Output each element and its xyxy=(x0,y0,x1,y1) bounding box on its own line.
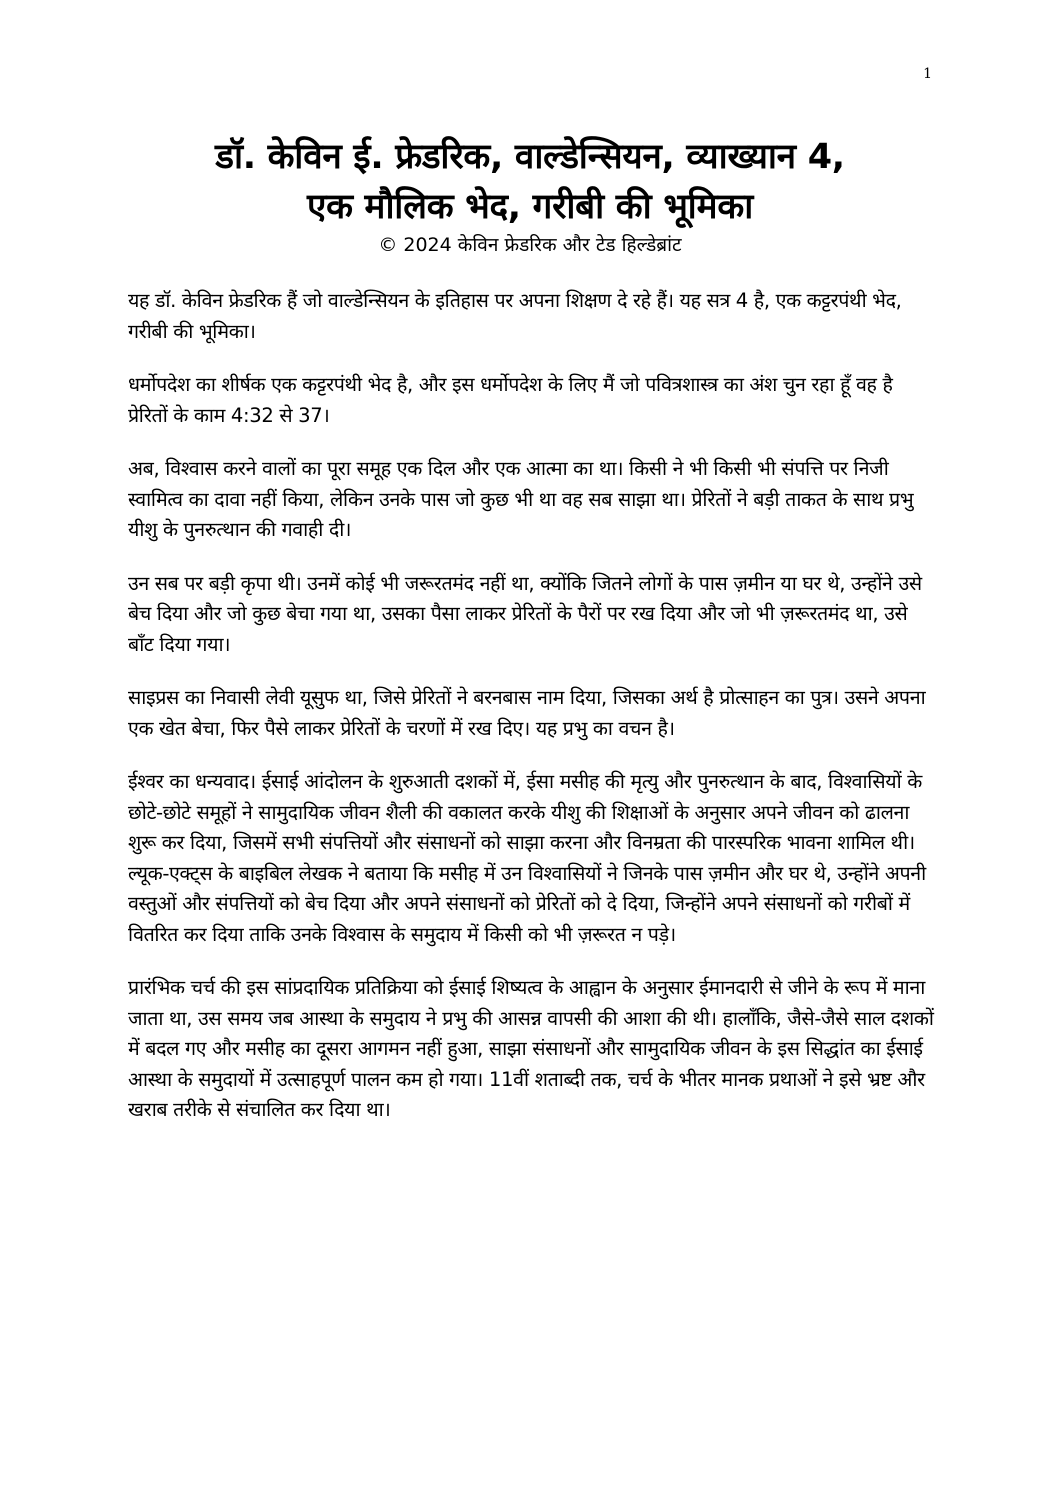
title-line-2: एक मौलिक भेद, गरीबी की भूमिका xyxy=(307,187,753,227)
paragraph-early-church-response: प्रारंभिक चर्च की इस सांप्रदायिक प्रतिक्रिया को ईसाई शिष्यत्व के आह्वान के अनुसार ईमानदारी से जीने के रूप में माना जाता था, उस समय जब आस्था के समुदाय ने प्रभु की आसन्न वापसी की आशा की थी। हालाँकि, जैसे-जैसे साल दशकों में बदल गए और मसीह का दूसरा आगमन नहीं हुआ, साझा संसाधनों और सामुदायिक जीवन के इस सिद्धांत का ईसाई आस्था के समुदायों में उत्साहपूर्ण पालन कम हो गया। 11वीं शताब्दी तक, चर्च के भीतर मानक प्रथाओं ने इसे भ्रष्ट और खराब तरीके से संचालित कर दिया था। xyxy=(128,976,934,1121)
paragraph-sermon-title: धर्मोपदेश का शीर्षक एक कट्टरपंथी भेद है, और इस धर्मोपदेश के लिए मैं जो पवित्रशास्त्र का अंश चुन रहा हूँ वह है प्रेरितों के काम 4:32 से 37। xyxy=(128,373,893,427)
paragraph-intro: यह डॉ. केविन फ्रेडरिक हैं जो वाल्डेन्सियन के इतिहास पर अपना शिक्षण दे रहे हैं। यह सत्र 4 है, एक कट्टरपंथी भेद, गरीबी की भूमिका। xyxy=(128,289,902,343)
title-line-1: डॉ. केविन ई. फ्रेडरिक, वाल्डेन्सियन, व्याख्यान 4, xyxy=(215,137,845,177)
document-header xyxy=(90,132,970,258)
page-number: 1 xyxy=(923,66,932,82)
paragraph-scripture-2: उन सब पर बड़ी कृपा थी। उनमें कोई भी जरूरतमंद नहीं था, क्योंकि जितने लोगों के पास ज़मीन या घर थे, उन्होंने उसे बेच दिया और जो कुछ बेचा गया था, उसका पैसा लाकर प्रेरितों के पैरों पर रख दिया और जो भी ज़रूरतमंद था, उसे बाँट दिया गया। xyxy=(128,571,922,656)
copyright-notice: © 2024 केविन फ्रेडरिक और टेड हिल्डेब्रांट xyxy=(378,234,682,256)
paragraph-early-christian-movement: ईश्वर का धन्यवाद। ईसाई आंदोलन के शुरुआती दशकों में, ईसा मसीह की मृत्यु और पुनरुत्थान के बाद, विश्वासियों के छोटे-छोटे समूहों ने सामुदायिक जीवन शैली की वकालत करके यीशु की शिक्षाओं के अनुसार अपने जीवन को ढालना शुरू कर दिया, जिसमें सभी संपत्तियों और संसाधनों को साझा करना और विनम्रता की पारस्परिक भावना शामिल थी। ल्यूक-एक्ट्स के बाइबिल लेखक ने बताया कि मसीह में उन विश्वासियों ने जिनके पास ज़मीन और घर थे, उन्होंने अपनी वस्तुओं और संपत्तियों को बेच दिया और अपने संसाधनों को प्रेरितों को दे दिया, जिन्होंने अपने संसाधनों को गरीबों में वितरित कर दिया ताकि उनके विश्वास के समुदाय में किसी को भी ज़रूरत न पड़े। xyxy=(128,770,926,946)
paragraph-scripture-3: साइप्रस का निवासी लेवी यूसुफ था, जिसे प्रेरितों ने बरनबास नाम दिया, जिसका अर्थ है प्रोत्साहन का पुत्र। उसने अपना एक खेत बेचा, फिर पैसे लाकर प्रेरितों के चरणों में रख दिए। यह प्रभु का वचन है। xyxy=(128,686,926,740)
paragraph-scripture-1: अब, विश्वास करने वालों का पूरा समूह एक दिल और एक आत्मा का था। किसी ने भी किसी भी संपत्ति पर निजी स्वामित्व का दावा नहीं किया, लेकिन उनके पास जो कुछ भी था वह सब साझा था। प्रेरितों ने बड़ी ताकत के साथ प्रभु यीशु के पुनरुत्थान की गवाही दी। xyxy=(128,457,914,541)
document-body xyxy=(128,286,936,1149)
